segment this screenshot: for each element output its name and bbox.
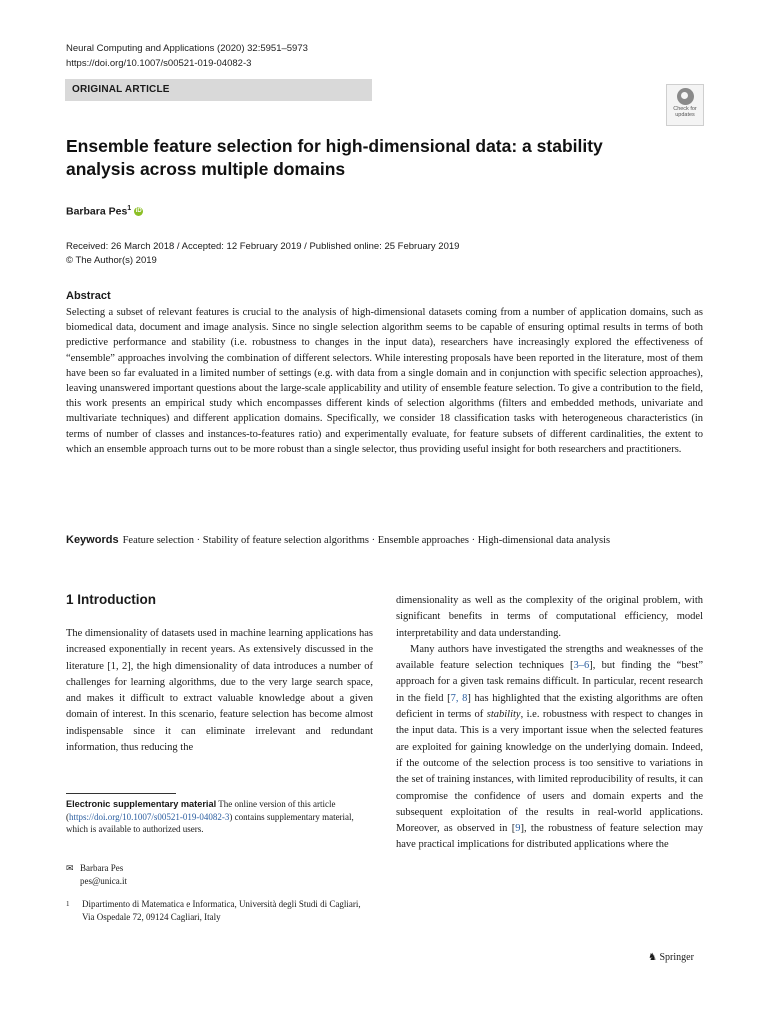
history-dates: Received: 26 March 2018 / Accepted: 12 February 2019 / Published online: 25 February 2019 — [66, 241, 460, 252]
citation-link[interactable]: 9 — [515, 823, 521, 835]
emphasis-stability: stability — [486, 709, 521, 721]
supplementary-material-note — [66, 798, 361, 836]
citation-link[interactable]: 3–6 — [573, 660, 590, 672]
text-run: Many authors have investigated the strengths and weaknesses of the available feature selection techniques [ — [396, 643, 703, 672]
article-type-label: ORIGINAL ARTICLE — [72, 84, 170, 95]
text-run: ], but finding the “best” approach for a given task remains difficult. In particular, recent research in the field [ — [396, 660, 703, 704]
abstract-heading: Abstract — [66, 290, 111, 302]
publisher-logo — [648, 952, 694, 963]
corresponding-email[interactable]: pes@unica.it — [80, 875, 128, 886]
affiliation-number: 1 — [66, 900, 70, 908]
publisher-name: Springer — [659, 952, 694, 963]
intro-paragraph-2 — [396, 642, 703, 854]
affiliation-text: Dipartimento di Matematica e Informatica, Università degli Studi di Cagliari, Via Ospedale 72, 09124 Cagliari, Italy — [82, 899, 361, 922]
doi-link[interactable]: https://doi.org/10.1007/s00521-019-04082-3 — [66, 58, 252, 69]
corresponding-author — [66, 862, 127, 887]
check-for-updates-label: Check for updates — [673, 106, 697, 118]
abstract-text: Selecting a subset of relevant features is crucial to the analysis of high-dimensional datasets coming from a number of application domains, such as biomedical data, document and image analysis. Since no single selection algorithm seems to be capable of ensuring optimal results in terms of both predictive performance and stability (i.e. robustness to changes in the input data), researchers have increasingly explored the effectiveness of “ensemble” approaches involving the combination of different selectors. While interesting proposals have been reported in the literature, most of them have been so far evaluated in a limited number of settings (e.g. with data from a single domain and in conjunction with specific selection approaches), leaving unanswered important questions about the large-scale applicability and utility of ensemble feature selection. To give a contribution to the field, this work presents an empirical study which encompasses different kinds of selection algorithms (filters and embedded methods, univariate and multivariate techniques) and different application domains. Specifically, we consider 18 classification tasks with heterogeneous characteristics (in terms of number of classes and instances-to-features ratio) and experimentally evaluate, for feature subsets of different cardinalities, the extent to which an ensemble approach turns out to be more robust than a single selector, thus providing useful insight for both researchers and practitioners. — [66, 307, 703, 455]
esm-label: Electronic supplementary material — [66, 799, 217, 809]
intro-column-2 — [396, 593, 703, 854]
esm-doi-link[interactable]: https://doi.org/10.1007/s00521-019-04082-3 — [69, 811, 230, 822]
article-title: Ensemble feature selection for high-dimensional data: a stability analysis across multiple domains — [66, 136, 603, 179]
author-affiliation-mark: 1 — [127, 205, 132, 212]
section-heading-introduction: 1 Introduction — [66, 592, 156, 607]
springer-horse-icon: ♞ — [648, 952, 657, 963]
publication-dates — [66, 240, 459, 267]
journal-header — [66, 41, 308, 71]
text-run: ) contains supplementary material, which is available to authorized users. — [66, 811, 354, 835]
text-run: ] has highlighted that the existing algorithms are often deficient in terms of — [396, 692, 703, 721]
article-type-banner — [65, 79, 372, 101]
text-run: The online version of this article ( — [66, 799, 336, 822]
journal-citation: Neural Computing and Applications (2020) 32:5951–5973 — [66, 43, 308, 54]
keywords-label: Keywords — [66, 534, 119, 546]
affiliation — [66, 898, 366, 923]
intro-column-1: The dimensionality of datasets used in machine learning applications has increased exponentially in recent years. As extensively discussed in the literature [1, 2], the high dimensionality of data introduces a number of challenges for learning algorithms, due to the very large search space, and makes it difficult to extract valuable knowledge about a given domain of interest. In this scenario, feature selection has become almost indispensable since it can eliminate irrelevant and redundant information, thus reducing the — [66, 628, 373, 754]
keywords-text: Feature selection · Stability of feature selection algorithms · Ensemble approaches · High-dimensional data analysis — [122, 535, 611, 546]
footnote-divider — [66, 793, 176, 794]
intro-paragraph-1: dimensionality as well as the complexity of the original problem, with significant benefits in terms of computational efficiency, model interpretability and data understanding. — [396, 595, 703, 639]
citation-link[interactable]: 7, 8 — [450, 692, 468, 704]
orcid-icon[interactable]: iD — [135, 208, 142, 215]
text-run: , i.e. robustness with respect to changes in the input data. This is a very important issue when the selected features are exploited for gaining knowledge on the underlying domain. Indeed, if the outcome of the selection process is too sensitive to variations in the set of training instances, with limited reproducibility of results, it can compromise the confidence of users and domain experts and the subsequent exploitation of the results in real-world applications. Moreover, as observed in [ — [396, 709, 703, 835]
copyright-notice: © The Author(s) 2019 — [66, 254, 157, 266]
author-name[interactable]: Barbara Pes — [66, 205, 128, 218]
crossmark-icon — [677, 88, 694, 105]
corresponding-name: Barbara Pes — [80, 863, 124, 873]
check-for-updates-badge[interactable] — [666, 84, 704, 126]
envelope-icon: ✉ — [66, 863, 74, 873]
text-run: ], the robustness of feature selection may have practical implications for distributed applications where the — [396, 823, 703, 851]
author-line — [66, 205, 143, 218]
keywords — [66, 532, 703, 549]
